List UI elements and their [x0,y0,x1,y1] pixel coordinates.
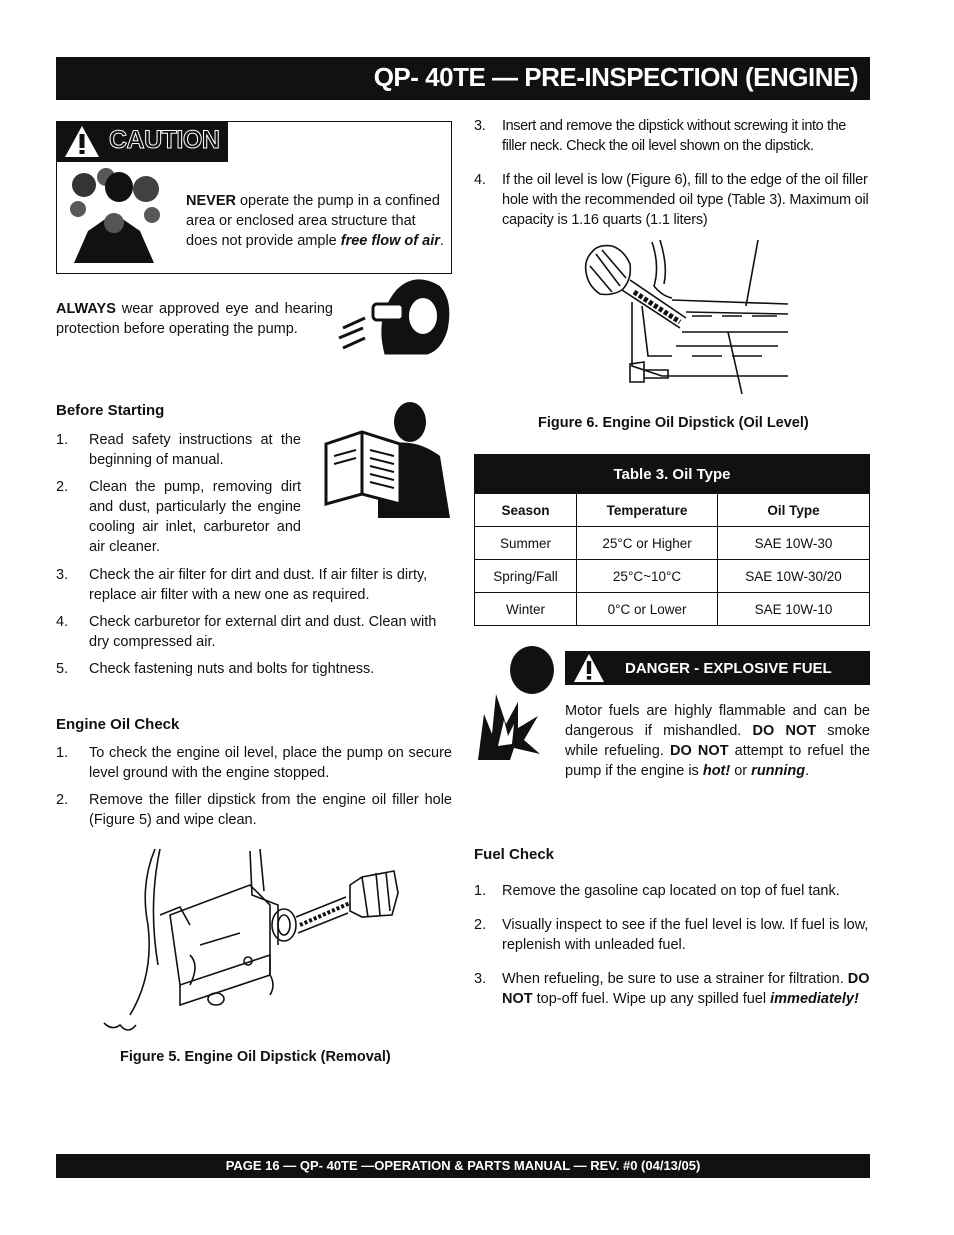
list-text: Visually inspect to see if the fuel level is low. If fuel is low, replenish with unleaded fuel. [502,917,869,953]
list-text: Check carburetor for external dirt and dust. Clean with dry compressed air. [89,614,437,650]
danger-e1: hot! [702,763,731,779]
table-row [475,593,870,626]
list-text: Check fastening nuts and bolts for tightness. [89,661,375,677]
list-num: 4. [474,172,486,188]
table-row [475,560,870,593]
list-text: Remove the gasoline cap located on top of fuel tank. [502,883,840,899]
table-cell: 25°C or Higher [577,527,718,560]
caution-end: . [439,233,444,249]
figure-5-caption: Figure 5. Engine Oil Dipstick (Removal) [120,1049,391,1065]
figure-5-dipstick-removal [100,845,400,1035]
fuel-b1: DO NOT [502,971,870,1007]
list-text: To check the engine oil level, place the pump on secure level ground with the engine stopped. [89,745,452,781]
list-text: Clean the pump, removing dirt and dust, particularly the engine cooling air inlet, carburetor and air cleaner. [89,479,301,555]
table-cell: Winter [475,593,577,626]
caution-text [186,191,444,251]
danger-text [565,701,870,781]
table-cell: 0°C or Lower [577,593,718,626]
danger-t4: or [730,763,752,779]
list-num: 2. [56,792,69,808]
caution-label-tag [56,121,228,162]
list-num: 1. [474,883,487,899]
always-wear-text [56,299,333,339]
danger-t3: attempt to refuel the pump if the engine is [565,743,870,779]
list-text [502,969,870,1009]
confined-space-hazard-icon [64,165,164,265]
always-bold: ALWAYS [56,301,116,317]
warning-triangle-icon [64,125,100,158]
list-num: 1. [56,745,69,761]
caution-never-text: operate the pump in a confined area or enclosed area structure that does not provide ample [186,193,440,249]
table-header-season: Season [475,494,577,527]
danger-e2: running [751,763,806,779]
table-header-temperature: Temperature [577,494,718,527]
oil-type-table [474,454,870,626]
figure-6-dipstick-oil-level [572,236,792,396]
danger-t5: . [805,763,810,779]
list-num: 3. [474,118,486,134]
page-footer: PAGE 16 — QP- 40TE —OPERATION & PARTS MANUAL — REV. #0 (04/13/05) [56,1154,870,1178]
fuel-t2: top-off fuel. Wipe up any spilled fuel [532,991,771,1007]
list-text: Check the air filter for dirt and dust. If air filter is dirty, replace air filter with a new one as required. [89,567,428,603]
list-text: Insert and remove the dipstick without screwing it into the filler neck. Check the oil level shown on the dipstick. [502,118,846,154]
danger-t1: Motor fuels are highly flammable and can be dangerous if mishandled. [565,703,870,739]
list-num: 5. [56,661,69,677]
danger-label-bar [565,651,870,685]
fuel-check-heading: Fuel Check [474,846,555,863]
always-body: wear approved eye and hearing protection before operating the pump. [56,301,333,337]
figure-6-caption: Figure 6. Engine Oil Dipstick (Oil Level) [538,415,809,431]
caution-never: NEVER [186,193,236,209]
caution-emph: free flow of air [340,233,440,249]
fuel-e1: immediately! [770,991,859,1007]
list-num: 3. [56,567,69,583]
table-cell: SAE 10W-30 [717,527,869,560]
page-title: QP- 40TE — PRE-INSPECTION (ENGINE) [373,62,858,92]
list-num: 4. [56,614,69,630]
danger-b2: DO NOT [670,743,729,759]
table-row [475,527,870,560]
danger-b1: DO NOT [752,723,817,739]
explosion-hazard-icon [474,644,564,760]
list-text: Read safety instructions at the beginning of manual. [89,432,301,468]
list-text: Remove the filler dipstick from the engine oil filler hole (Figure 5) and wipe clean. [89,792,452,828]
engine-oil-heading: Engine Oil Check [56,716,180,733]
table-cell: SAE 10W-10 [717,593,869,626]
list-num: 1. [56,432,69,448]
person-reading-manual-icon [318,400,452,518]
page-header-bar [56,57,870,100]
warning-triangle-icon [573,653,605,683]
eye-ear-protection-icon [335,276,451,356]
table-caption: Table 3. Oil Type [475,455,870,494]
list-num: 2. [474,917,487,933]
caution-label: CAUTION [109,126,220,154]
danger-label: DANGER - EXPLOSIVE FUEL [625,660,832,677]
table-header-oil-type: Oil Type [717,494,869,527]
table-cell: Spring/Fall [475,560,577,593]
fuel-t1: When refueling, be sure to use a strainer for filtration. [502,971,848,987]
list-num: 3. [474,971,487,987]
table-cell: Summer [475,527,577,560]
before-starting-heading: Before Starting [56,402,165,419]
table-cell: 25°C~10°C [577,560,718,593]
danger-t2: smoke while refueling. [565,723,870,759]
list-text: If the oil level is low (Figure 6), fill to the edge of the oil filler hole with the recommended oil type (Table 3). Maximum oil capacity is 1.16 quarts (1.1 liters) [502,172,869,228]
list-num: 2. [56,479,69,495]
table-cell: SAE 10W-30/20 [717,560,869,593]
